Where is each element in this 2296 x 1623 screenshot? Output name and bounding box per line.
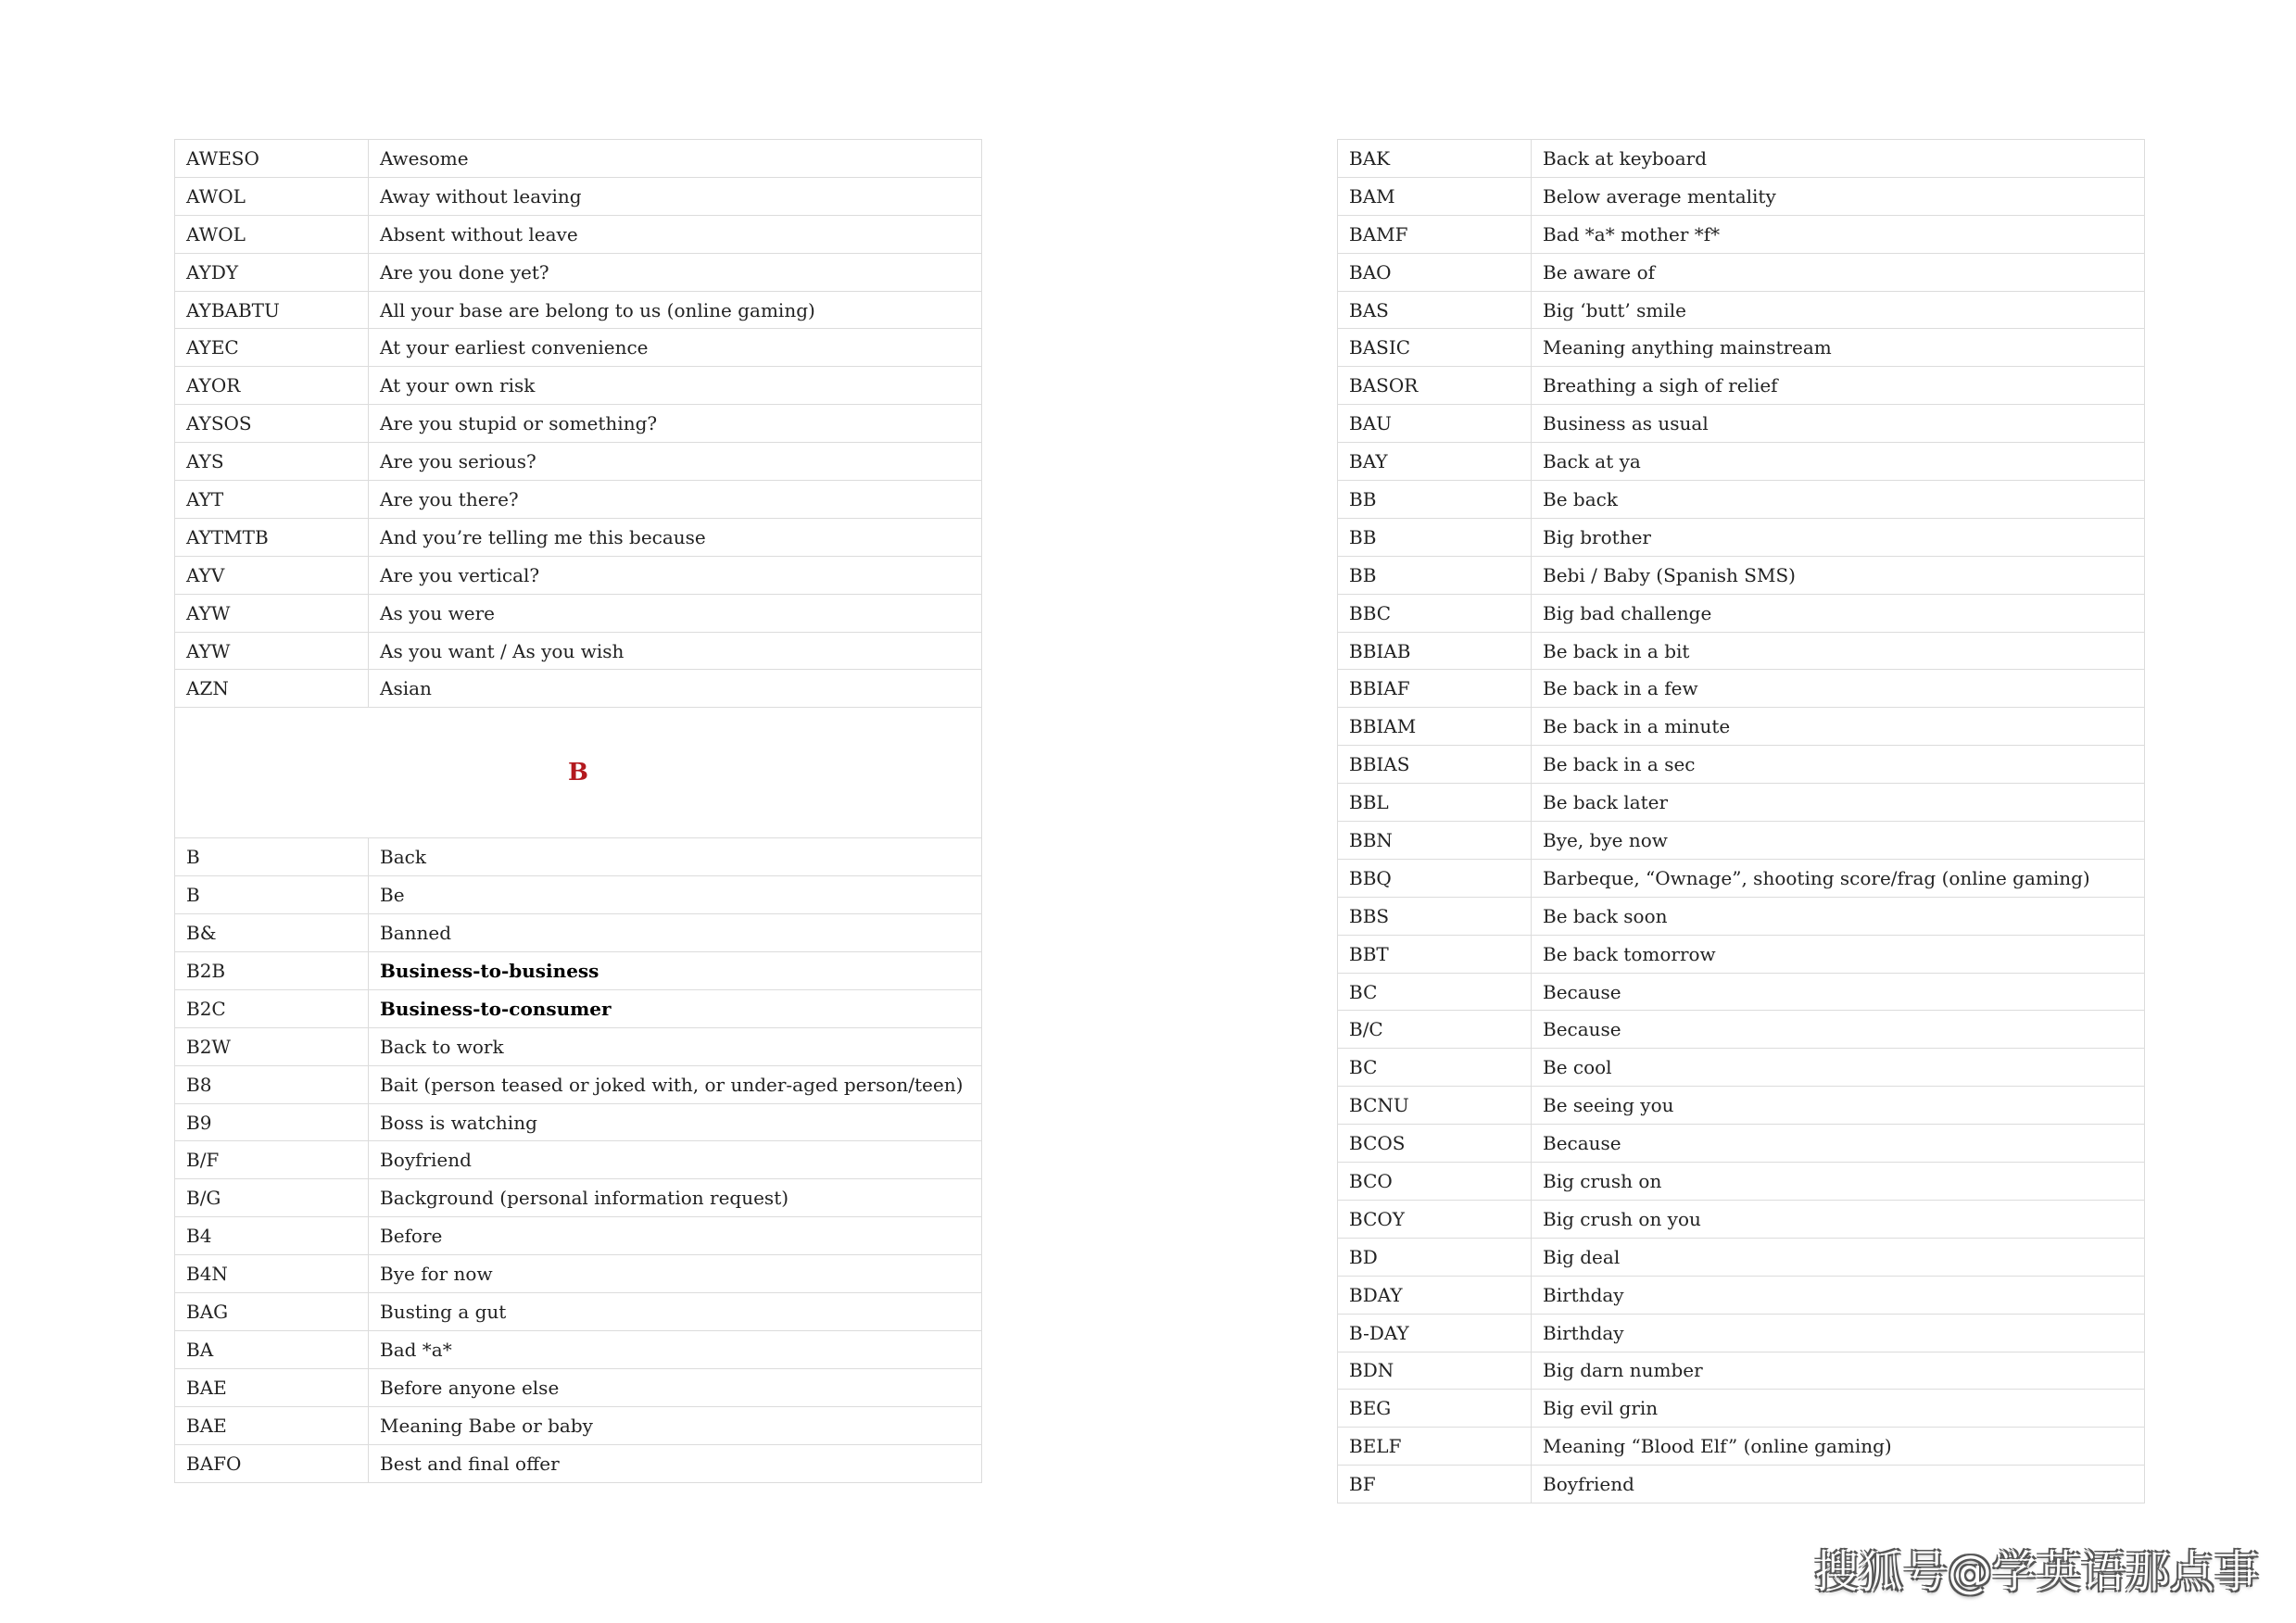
meaning-cell: And you’re telling me this because (369, 518, 982, 556)
table-row (175, 1103, 982, 1141)
meaning-cell: Be back (1532, 481, 2145, 519)
meaning-cell: Birthday (1532, 1276, 2145, 1314)
table-row (175, 952, 982, 990)
table-row (175, 594, 982, 632)
abbreviation-cell: BF (1338, 1466, 1532, 1503)
abbreviation-cell: AYT (175, 481, 369, 519)
abbreviation-cell: BAMF (1338, 215, 1532, 253)
meaning-cell: Big evil grin (1532, 1390, 2145, 1428)
abbreviation-cell: AYW (175, 594, 369, 632)
meaning-cell: Back at keyboard (1532, 140, 2145, 178)
meaning-cell: Bebi / Baby (Spanish SMS) (1532, 556, 2145, 594)
table-row (1338, 1466, 2145, 1503)
table-row (175, 518, 982, 556)
abbreviation-cell: BB (1338, 556, 1532, 594)
meaning-cell: Are you serious? (369, 443, 982, 481)
abbreviation-cell: BAU (1338, 405, 1532, 443)
abbreviation-cell: AYV (175, 556, 369, 594)
abbreviation-cell: B (175, 838, 369, 876)
meaning-cell: Big ‘butt’ smile (1532, 291, 2145, 329)
meaning-cell: Busting a gut (369, 1293, 982, 1331)
table-row (1338, 1125, 2145, 1163)
abbreviation-cell: BBL (1338, 784, 1532, 822)
meaning-cell: Be seeing you (1532, 1087, 2145, 1125)
table-row (1338, 1390, 2145, 1428)
abbreviation-cell: BDAY (1338, 1276, 1532, 1314)
table-row (1338, 1238, 2145, 1276)
table-row (175, 1065, 982, 1103)
table-row (1338, 973, 2145, 1011)
abbreviation-cell: BBC (1338, 594, 1532, 632)
abbreviation-cell: BC (1338, 1049, 1532, 1087)
table-row (175, 838, 982, 876)
abbreviation-cell: AYDY (175, 253, 369, 291)
table-row (175, 1368, 982, 1406)
abbreviation-cell: BASOR (1338, 367, 1532, 405)
abbreviation-cell: B/F (175, 1141, 369, 1179)
left-page (174, 139, 982, 1483)
meaning-cell: Big darn number (1532, 1352, 2145, 1390)
table-row (1338, 746, 2145, 784)
meaning-cell: As you were (369, 594, 982, 632)
meaning-cell: Be back in a sec (1532, 746, 2145, 784)
abbreviation-cell: BAFO (175, 1444, 369, 1482)
meaning-cell: Absent without leave (369, 215, 982, 253)
meaning-cell: Because (1532, 1125, 2145, 1163)
table-row (175, 215, 982, 253)
table-row (1338, 329, 2145, 367)
table-row (1338, 518, 2145, 556)
table-row (175, 632, 982, 670)
abbreviation-cell: BBIAF (1338, 670, 1532, 708)
table-row (1338, 708, 2145, 746)
abbreviation-cell: BAG (175, 1293, 369, 1331)
table-row (175, 291, 982, 329)
meaning-cell: Background (personal information request) (369, 1179, 982, 1217)
meaning-cell: Be back soon (1532, 897, 2145, 935)
abbreviation-cell: AYTMTB (175, 518, 369, 556)
abbreviation-cell: BELF (1338, 1428, 1532, 1466)
table-row (1338, 1011, 2145, 1049)
table-row (175, 443, 982, 481)
table-row (175, 1330, 982, 1368)
table-row (1338, 632, 2145, 670)
table-row (175, 1217, 982, 1255)
abbreviation-cell: AYS (175, 443, 369, 481)
table-row (1338, 1352, 2145, 1390)
meaning-cell: Big crush on (1532, 1163, 2145, 1201)
table-row (1338, 367, 2145, 405)
meaning-cell: Because (1532, 973, 2145, 1011)
meaning-cell: Asian (369, 670, 982, 708)
meaning-cell: Before (369, 1217, 982, 1255)
section-header-row (175, 708, 982, 838)
abbreviation-cell: BAO (1338, 253, 1532, 291)
abbreviation-cell: AWOL (175, 177, 369, 215)
left-table-body (175, 140, 982, 1483)
abbreviation-cell: AYOR (175, 367, 369, 405)
meaning-cell: Big brother (1532, 518, 2145, 556)
abbreviation-cell: BASIC (1338, 329, 1532, 367)
abbreviation-cell: BBN (1338, 822, 1532, 860)
abbreviation-cell: AYSOS (175, 405, 369, 443)
table-row (175, 1027, 982, 1065)
right-table-body (1338, 140, 2145, 1503)
abbreviation-cell: B8 (175, 1065, 369, 1103)
abbreviation-cell: BAY (1338, 443, 1532, 481)
abbreviation-cell: B-DAY (1338, 1314, 1532, 1352)
table-row (1338, 1087, 2145, 1125)
abbreviation-cell: BCOY (1338, 1200, 1532, 1238)
meaning-cell: Be back tomorrow (1532, 935, 2145, 973)
meaning-cell: Bye for now (369, 1255, 982, 1293)
abbreviation-cell: BBIAS (1338, 746, 1532, 784)
abbreviation-cell: B4 (175, 1217, 369, 1255)
meaning-cell: Bye, bye now (1532, 822, 2145, 860)
abbreviation-cell: AYW (175, 632, 369, 670)
meaning-cell: Be back in a few (1532, 670, 2145, 708)
right-page (1337, 139, 2145, 1503)
meaning-cell: Bad *a* mother *f* (1532, 215, 2145, 253)
table-row (1338, 215, 2145, 253)
table-row (175, 876, 982, 914)
abbreviation-cell: BBS (1338, 897, 1532, 935)
table-row (175, 1406, 982, 1444)
meaning-cell: Be back in a bit (1532, 632, 2145, 670)
meaning-cell: Because (1532, 1011, 2145, 1049)
meaning-cell: Are you vertical? (369, 556, 982, 594)
abbreviation-cell: BBIAM (1338, 708, 1532, 746)
meaning-cell: As you want / As you wish (369, 632, 982, 670)
meaning-cell: Meaning anything mainstream (1532, 329, 2145, 367)
table-row (175, 989, 982, 1027)
meaning-cell: Big bad challenge (1532, 594, 2145, 632)
abbreviation-cell: BCNU (1338, 1087, 1532, 1125)
abbreviation-cell: BA (175, 1330, 369, 1368)
meaning-cell: Breathing a sigh of relief (1532, 367, 2145, 405)
watermark-text: 搜狐号@学英语那点事 (1813, 1546, 2259, 1598)
abbreviation-cell: AYBABTU (175, 291, 369, 329)
meaning-cell: Are you stupid or something? (369, 405, 982, 443)
meaning-cell: At your earliest convenience (369, 329, 982, 367)
abbreviation-cell: AWESO (175, 140, 369, 178)
table-row (1338, 594, 2145, 632)
table-row (175, 253, 982, 291)
meaning-cell: Back (369, 838, 982, 876)
abbreviation-cell: B/G (175, 1179, 369, 1217)
table-row (175, 1179, 982, 1217)
abbreviation-cell: B2B (175, 952, 369, 990)
table-row (1338, 140, 2145, 178)
abbreviation-cell: B2W (175, 1027, 369, 1065)
table-row (175, 1141, 982, 1179)
table-row (175, 367, 982, 405)
abbreviation-cell: B/C (1338, 1011, 1532, 1049)
table-row (1338, 1276, 2145, 1314)
abbreviation-cell: BCO (1338, 1163, 1532, 1201)
meaning-cell: Meaning “Blood Elf” (online gaming) (1532, 1428, 2145, 1466)
table-row (175, 140, 982, 178)
table-row (175, 177, 982, 215)
meaning-cell: Best and final offer (369, 1444, 982, 1482)
meaning-cell: Are you there? (369, 481, 982, 519)
meaning-cell: Before anyone else (369, 1368, 982, 1406)
meaning-cell: At your own risk (369, 367, 982, 405)
meaning-cell: Be back later (1532, 784, 2145, 822)
abbreviation-cell: BDN (1338, 1352, 1532, 1390)
table-row (1338, 253, 2145, 291)
section-heading: B (175, 708, 982, 838)
abbreviation-cell: BB (1338, 481, 1532, 519)
meaning-cell: Boyfriend (1532, 1466, 2145, 1503)
meaning-cell: Back at ya (1532, 443, 2145, 481)
meaning-cell: Business-to-consumer (369, 989, 982, 1027)
abbreviation-cell: BAS (1338, 291, 1532, 329)
table-row (1338, 1428, 2145, 1466)
abbreviation-table-left (174, 139, 982, 1483)
table-row (175, 914, 982, 952)
abbreviation-cell: BAE (175, 1406, 369, 1444)
meaning-cell: Are you done yet? (369, 253, 982, 291)
meaning-cell: Banned (369, 914, 982, 952)
meaning-cell: Bait (person teased or joked with, or under-aged person/teen) (369, 1065, 982, 1103)
table-row (175, 1293, 982, 1331)
meaning-cell: Be cool (1532, 1049, 2145, 1087)
abbreviation-cell: BBQ (1338, 859, 1532, 897)
meaning-cell: Business-to-business (369, 952, 982, 990)
table-row (1338, 1163, 2145, 1201)
table-row (175, 1444, 982, 1482)
abbreviation-cell: BBT (1338, 935, 1532, 973)
meaning-cell: All your base are belong to us (online gaming) (369, 291, 982, 329)
abbreviation-cell: BD (1338, 1238, 1532, 1276)
table-row (175, 329, 982, 367)
abbreviation-cell: BB (1338, 518, 1532, 556)
table-row (1338, 897, 2145, 935)
table-row (175, 481, 982, 519)
table-row (1338, 443, 2145, 481)
table-row (1338, 935, 2145, 973)
meaning-cell: Below average mentality (1532, 177, 2145, 215)
meaning-cell: Barbeque, “Ownage”, shooting score/frag (online gaming) (1532, 859, 2145, 897)
abbreviation-cell: BAK (1338, 140, 1532, 178)
meaning-cell: Awesome (369, 140, 982, 178)
abbreviation-cell: B2C (175, 989, 369, 1027)
meaning-cell: Be aware of (1532, 253, 2145, 291)
abbreviation-cell: B (175, 876, 369, 914)
meaning-cell: Be (369, 876, 982, 914)
table-row (175, 405, 982, 443)
table-row (1338, 1200, 2145, 1238)
abbreviation-table-right (1337, 139, 2145, 1503)
table-row (1338, 291, 2145, 329)
abbreviation-cell: AWOL (175, 215, 369, 253)
abbreviation-cell: AYEC (175, 329, 369, 367)
abbreviation-cell: B9 (175, 1103, 369, 1141)
table-row (175, 670, 982, 708)
table-row (1338, 481, 2145, 519)
meaning-cell: Back to work (369, 1027, 982, 1065)
table-row (1338, 1049, 2145, 1087)
table-row (1338, 670, 2145, 708)
abbreviation-cell: BAM (1338, 177, 1532, 215)
meaning-cell: Birthday (1532, 1314, 2145, 1352)
table-row (175, 556, 982, 594)
abbreviation-cell: BBIAB (1338, 632, 1532, 670)
abbreviation-cell: BC (1338, 973, 1532, 1011)
abbreviation-cell: BCOS (1338, 1125, 1532, 1163)
meaning-cell: Be back in a minute (1532, 708, 2145, 746)
table-row (1338, 556, 2145, 594)
table-row (1338, 405, 2145, 443)
abbreviation-cell: BAE (175, 1368, 369, 1406)
abbreviation-cell: BEG (1338, 1390, 1532, 1428)
abbreviation-cell: B4N (175, 1255, 369, 1293)
abbreviation-cell: B& (175, 914, 369, 952)
table-row (1338, 822, 2145, 860)
table-row (1338, 1314, 2145, 1352)
table-row (1338, 859, 2145, 897)
meaning-cell: Boss is watching (369, 1103, 982, 1141)
meaning-cell: Away without leaving (369, 177, 982, 215)
meaning-cell: Boyfriend (369, 1141, 982, 1179)
meaning-cell: Bad *a* (369, 1330, 982, 1368)
table-row (1338, 177, 2145, 215)
meaning-cell: Big deal (1532, 1238, 2145, 1276)
meaning-cell: Meaning Babe or baby (369, 1406, 982, 1444)
abbreviation-cell: AZN (175, 670, 369, 708)
table-row (1338, 784, 2145, 822)
meaning-cell: Business as usual (1532, 405, 2145, 443)
table-row (175, 1255, 982, 1293)
meaning-cell: Big crush on you (1532, 1200, 2145, 1238)
